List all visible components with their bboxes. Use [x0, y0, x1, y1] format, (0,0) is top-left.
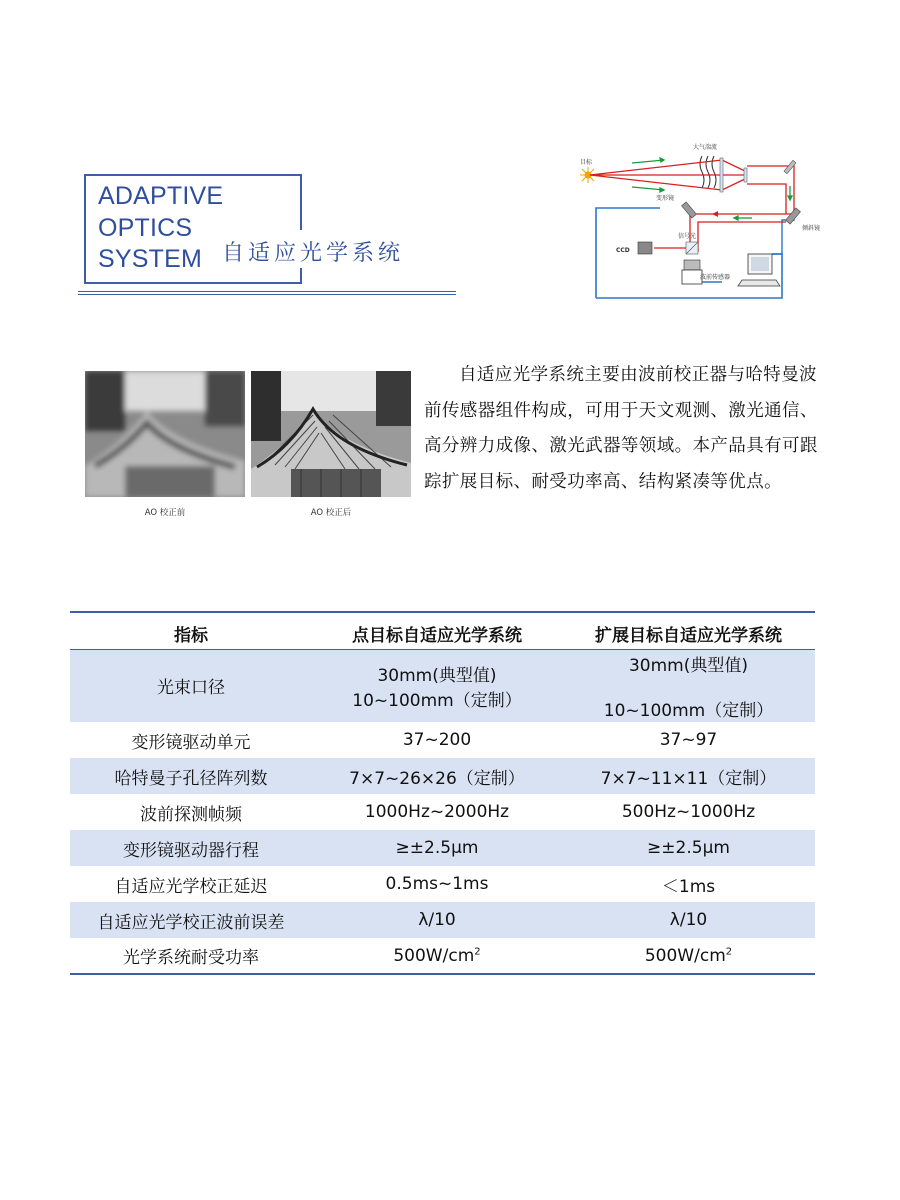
value-cell: λ/10: [562, 902, 815, 938]
value-cell: 37~97: [659, 730, 718, 750]
photo-after-correction: [251, 371, 411, 497]
value-cell: [562, 938, 815, 974]
param-cell: 哈特曼子孔径阵列数: [70, 758, 312, 794]
value-line: 30mm(典型值): [628, 655, 749, 676]
table-row: [70, 902, 815, 938]
arrow-icon: [712, 211, 718, 217]
title-en-line: SYSTEM: [98, 245, 202, 273]
mirror-icon: [786, 208, 801, 224]
photo-before-correction: [85, 371, 245, 497]
lens-icon: [744, 168, 747, 182]
param-cell: 变形镜驱动单元: [131, 732, 251, 753]
value-line: 10~100mm（定制）: [352, 690, 522, 711]
value-cell: 7×7~11×11（定制）: [562, 758, 815, 794]
table-row: [70, 722, 815, 758]
label-wavefront-sensor: 波前传感器: [700, 274, 731, 281]
label-ccd: CCD: [616, 247, 630, 254]
superscript: 2: [474, 945, 481, 957]
param-cell: 波前探测帧频: [140, 804, 242, 825]
column-header: 指标: [70, 612, 312, 649]
mirror-icon: [682, 202, 697, 218]
photo-caption: AO 校正后: [310, 508, 352, 518]
superscript: 2: [725, 945, 733, 957]
table-row: [70, 866, 815, 902]
value-cell: 7×7~26×26（定制）: [312, 758, 562, 794]
title-en-line: ADAPTIVE: [98, 182, 224, 210]
param-cell: 自适应光学校正延迟: [114, 876, 268, 897]
table-row: [70, 649, 815, 722]
param-cell: 光束口径: [70, 649, 312, 722]
param-cell: 自适应光学校正波前误差: [70, 902, 312, 938]
label-target: 目标: [580, 159, 593, 166]
table-row: [70, 938, 815, 974]
value-text: 500W/cm: [393, 945, 475, 966]
sensor-icon: [682, 270, 702, 284]
title-english: [98, 181, 223, 276]
value-text: 500W/cm: [644, 945, 726, 966]
table-row: [70, 830, 815, 866]
column-header: 扩展目标自适应光学系统: [562, 612, 815, 649]
adaptive-optics-diagram: [572, 142, 820, 300]
lens-icon: [720, 158, 723, 192]
value-cell: 1000Hz~2000Hz: [364, 802, 510, 822]
label-tilt-mirror: 倾斜镜: [802, 225, 820, 232]
value-cell: 0.5ms~1ms: [385, 874, 489, 894]
value-cell: 500Hz~1000Hz: [621, 802, 756, 822]
title-chinese: 自适应光学系统: [222, 241, 405, 266]
value-cell: [562, 649, 815, 722]
value-cell: ＜1ms: [661, 876, 716, 897]
value-cell: ≥±2.5μm: [312, 830, 562, 866]
table-row: [70, 758, 815, 794]
param-cell: 变形镜驱动器行程: [70, 830, 312, 866]
value-cell: λ/10: [312, 902, 562, 938]
title-underline: [78, 291, 456, 295]
table-row: [70, 794, 815, 830]
value-line: 10~100mm（定制）: [603, 700, 774, 721]
label-turbulence: 大气湍流: [693, 144, 718, 151]
value-line: 30mm(典型值): [377, 665, 497, 686]
computer-icon: [738, 254, 780, 286]
title-en-line: OPTICS: [98, 213, 193, 242]
param-cell: 光学系统耐受功率: [70, 938, 312, 974]
spec-table: [70, 611, 815, 975]
photo-caption: AO 校正前: [144, 508, 186, 518]
label-deformable-mirror: 变形镜: [656, 195, 675, 202]
column-header: 点目标自适应光学系统: [312, 612, 562, 649]
value-cell: [312, 649, 562, 722]
label-signal-light: 信号光: [678, 233, 697, 240]
value-cell: 37~200: [402, 730, 472, 750]
intro-paragraph: 自适应光学系统主要由波前校正器与哈特曼波前传感器组件构成，可用于天文观测、激光通信、高分辨力成像、激光武器等领域。本产品具有可跟踪扩展目标、耐受功率高、结构紧凑等优点。: [424, 365, 818, 492]
value-cell: ≥±2.5μm: [562, 830, 815, 866]
sensor-icon: [684, 260, 700, 270]
value-cell: [312, 938, 562, 974]
table-header-row: [70, 612, 815, 649]
camera-icon: [638, 242, 652, 254]
